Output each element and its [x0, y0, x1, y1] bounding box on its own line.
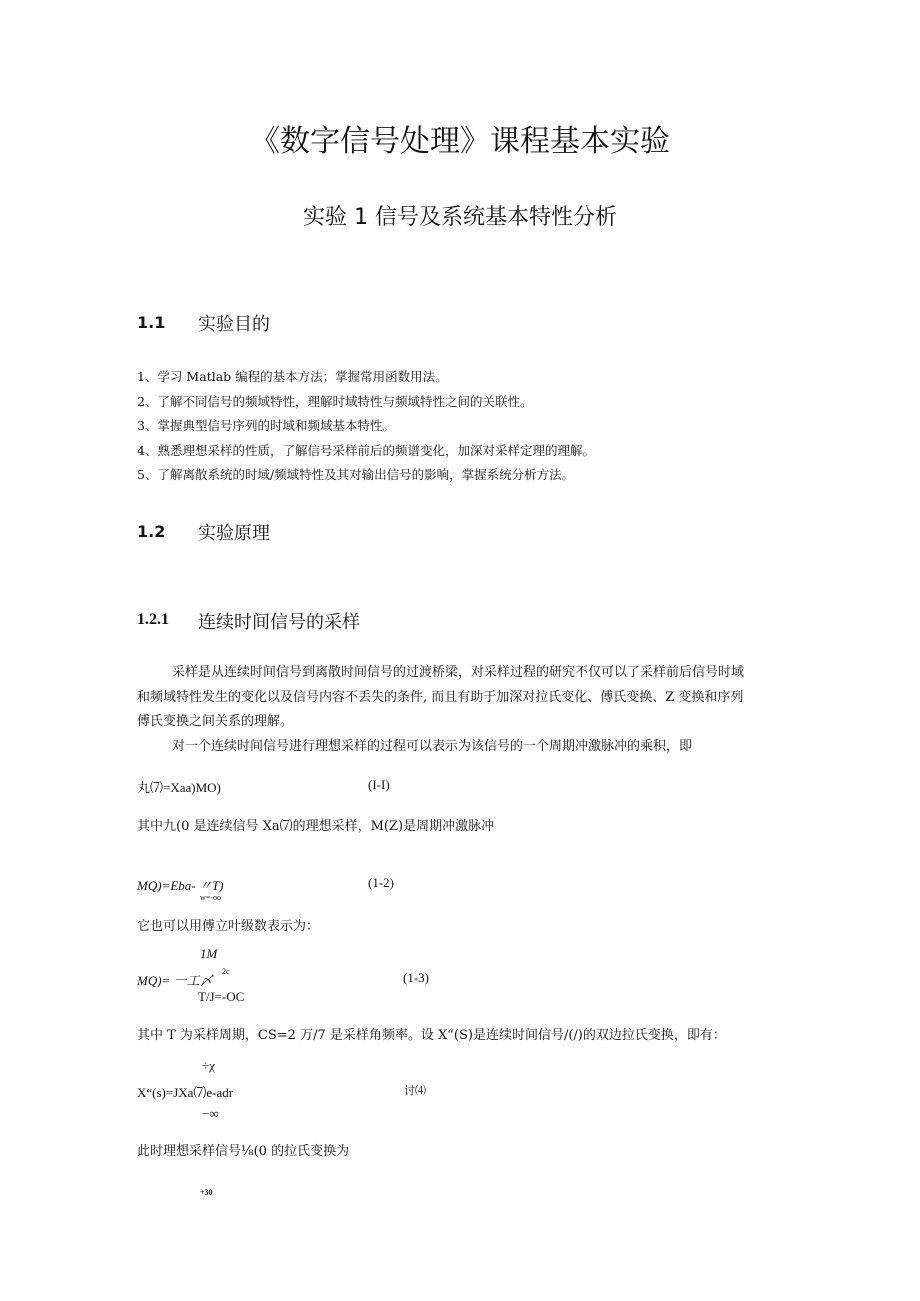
- equation-lhs: X“(s)=JXa⑺e-adr: [137, 1085, 234, 1100]
- document-title: 《数字信号处理》课程基本实验: [250, 124, 670, 159]
- list-item: 4、熟悉理想采样的性质，了解信号采样前后的频谱变化，加深对采样定理的理解。: [137, 442, 595, 458]
- subsection-number: 1.2.1: [137, 611, 169, 628]
- section-number: 1.1: [137, 313, 166, 332]
- equation-bottom: T/J=-OC: [198, 989, 245, 1004]
- paragraph: [137, 661, 744, 759]
- objective-list: [137, 365, 595, 488]
- equation-lhs: MQ)=Eba- 〃T): [137, 878, 224, 893]
- equation-bottom: −∞: [202, 1106, 219, 1121]
- equation-top: 1M: [200, 946, 218, 961]
- equation-top: +30: [200, 1188, 213, 1197]
- section-number: 1.2: [137, 522, 166, 541]
- paragraph-line: 它也可以用傅立叶级数表示为：: [137, 919, 320, 934]
- paragraph-line: 和频域特性发生的变化以及信号内容不丢失的条件, 而且有助于加深对拉氏变化、傅氏变换、Z 变换和序列: [137, 689, 744, 705]
- paragraph-line: 采样是从连续时间信号到离散时间信号的过渡桥梁，对采样过程的研究不仅可以了采样前后信号时域: [172, 665, 745, 680]
- section-title: 实验原理: [198, 523, 270, 544]
- equation-number: (I-I): [368, 777, 390, 792]
- equation-lhs: MQ)= 一工〆: [137, 973, 213, 988]
- paragraph-line: 此时理想采样信号⅛(0 的拉氏变换为: [137, 1144, 350, 1159]
- equation-number: 讨⑷: [404, 1085, 426, 1097]
- equation-number: (1-2): [368, 875, 394, 890]
- paragraph-line: 其中 T 为采样周期，CS=2 万/7 是采样角频率。设 X“(S)是连续时间信号/(/)的双边拉氏变换，即有：: [137, 1028, 726, 1043]
- section-title: 实验目的: [198, 314, 270, 335]
- list-item: 2、了解不同信号的频域特性，理解时域特性与频域特性之间的关联性。: [137, 393, 533, 409]
- equation-lhs: 丸⑺=Xaa)MO): [137, 780, 221, 795]
- equation-top: ÷χ: [202, 1058, 215, 1073]
- list-item: 3、掌握典型信号序列的时域和频域基本特性。: [137, 418, 395, 433]
- paragraph-line: 傅氏变换之间关系的理解。: [137, 714, 294, 729]
- equation-superscript: 2c: [222, 967, 230, 976]
- paragraph-line: 其中九(0 是连续信号 Xa⑺的理想采样，M(Z)是周期冲激脉冲: [137, 819, 495, 834]
- subsection-title: 连续时间信号的采样: [198, 612, 360, 633]
- paragraph-line: 对一个连续时间信号进行理想采样的过程可以表示为该信号的一个周期冲激脉冲的乘积，即: [172, 738, 693, 754]
- list-item: 5、了解离散系统的时域/频域特性及其对输出信号的影响，掌握系统分析方法。: [137, 467, 575, 482]
- equation-number: (1-3): [403, 970, 429, 985]
- document-subtitle: 实验 1 信号及系统基本特性分析: [303, 205, 617, 230]
- list-item: 1、学习 Matlab 编程的基本方法；掌握常用函数用法。: [137, 369, 448, 384]
- equation-subscript: w=-oo: [200, 893, 221, 902]
